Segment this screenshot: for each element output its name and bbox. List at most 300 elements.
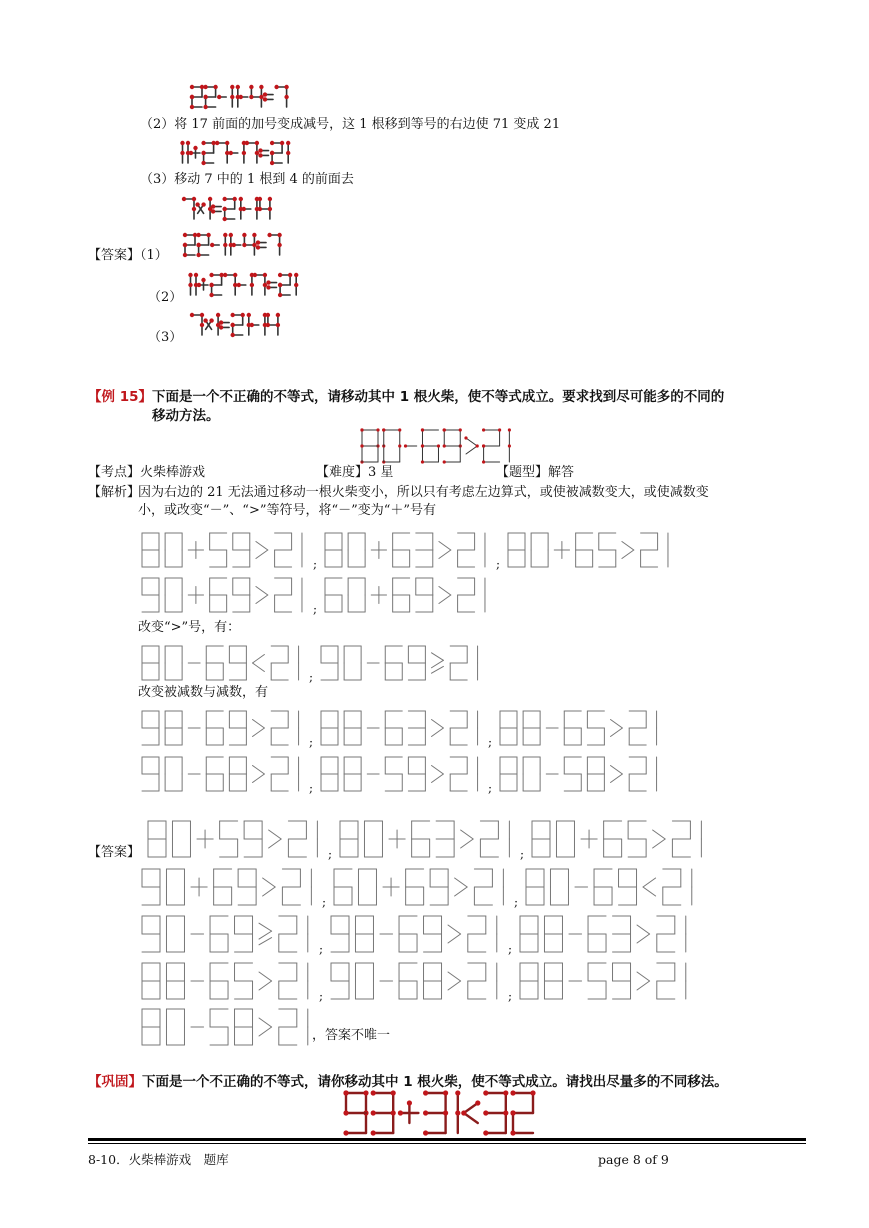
matchstick-head xyxy=(277,243,281,247)
matchstick-head xyxy=(274,85,278,89)
matchstick-head xyxy=(360,444,363,447)
matchstick-head xyxy=(242,151,246,155)
matchstick-head xyxy=(188,273,192,277)
segment-equation xyxy=(329,960,506,1002)
matchstick-head xyxy=(201,141,205,145)
matchstick-head xyxy=(267,233,271,237)
matchstick-head xyxy=(404,444,407,447)
matchstick-head xyxy=(286,151,290,155)
matchstick-head xyxy=(270,151,274,155)
matchstick-head xyxy=(443,1110,448,1115)
matchstick xyxy=(461,830,474,839)
matchstick-head xyxy=(239,197,243,201)
matchstick-head xyxy=(190,95,194,99)
matchstick xyxy=(259,972,272,981)
matchstick-head xyxy=(189,151,193,155)
segment-equation xyxy=(140,1006,317,1048)
segment-equation xyxy=(329,913,506,955)
answer-row-3 xyxy=(140,913,695,955)
matchstick-head xyxy=(180,151,184,155)
segment-equation xyxy=(140,708,307,748)
matchstick-head xyxy=(232,243,236,247)
matchstick-head xyxy=(230,95,234,99)
matchstick xyxy=(263,887,276,896)
matchstick-head xyxy=(223,197,227,201)
matchstick-head xyxy=(286,141,290,145)
matchstick-head xyxy=(398,1110,403,1115)
answer-equation-3 xyxy=(190,312,285,338)
matchstick-head xyxy=(255,141,259,145)
matchstick xyxy=(448,934,461,943)
segment-equation xyxy=(518,960,695,1002)
segment-equation xyxy=(530,818,710,860)
segment-equation xyxy=(140,913,317,955)
matchstick xyxy=(432,766,444,775)
matchstick xyxy=(259,1018,272,1027)
matchstick xyxy=(466,438,477,446)
matchstick-head xyxy=(508,428,511,431)
matchstick-head xyxy=(483,1090,488,1095)
matchstick-head xyxy=(510,1110,515,1115)
matchstick-head xyxy=(459,428,462,431)
separator: ; xyxy=(508,942,513,956)
matchstick-head xyxy=(210,243,214,247)
matchstick-head xyxy=(294,273,298,277)
matchstick-head xyxy=(266,323,270,327)
matchstick-head xyxy=(278,293,282,297)
matchstick xyxy=(263,878,276,887)
example-15-question-line2: 移动方法。 xyxy=(152,408,220,424)
matchstick-head xyxy=(213,85,217,89)
answer-equation-1 xyxy=(183,232,287,258)
matchstick-head xyxy=(256,240,260,244)
matchstick-head xyxy=(259,85,263,89)
segment-equation xyxy=(140,643,307,683)
matchstick xyxy=(637,925,650,934)
segment-equation xyxy=(140,754,307,794)
matchstick-head xyxy=(250,283,254,287)
matchstick-head xyxy=(247,313,251,317)
segment-equation xyxy=(332,866,512,908)
equation-3-top xyxy=(182,196,277,222)
matchstick xyxy=(253,728,265,737)
separator: ; xyxy=(514,895,519,909)
matchstick-head xyxy=(237,283,241,287)
matchstick-head xyxy=(203,105,207,109)
matchstick-head xyxy=(195,202,199,206)
matchstick-head xyxy=(483,1130,488,1135)
change-nums-label: 改变被减数与减数，有 xyxy=(138,685,269,700)
matchstick-head xyxy=(423,1130,428,1135)
answer-number-2: （2） xyxy=(148,290,183,305)
matchstick-head xyxy=(398,444,401,447)
matchstick-head xyxy=(209,283,213,287)
plus-row-1 xyxy=(140,530,677,570)
matchstick-head xyxy=(391,1090,396,1095)
matchstick xyxy=(643,878,656,887)
matchstick-head xyxy=(225,141,229,145)
segment-equation xyxy=(506,530,677,570)
matchstick-head xyxy=(197,283,201,287)
answer-row-4 xyxy=(140,960,695,1002)
matchstick-head xyxy=(259,95,263,99)
matchstick-head xyxy=(530,1090,535,1095)
matchstick xyxy=(611,774,623,783)
matchstick-head xyxy=(268,197,272,201)
matchstick-head xyxy=(371,1110,376,1115)
matchstick-head xyxy=(183,243,187,247)
segment-equation xyxy=(498,754,665,794)
matchstick-head xyxy=(245,141,249,145)
matchstick xyxy=(432,720,444,729)
gonggu-question: 【巩固】下面是一个不正确的不等式，请你移动其中 1 根火柴，使不等式成立。请找出尽量多的不同移法。 xyxy=(88,1074,728,1090)
change-gt-label: 改变“>”号，有： xyxy=(138,620,241,635)
matchstick-head xyxy=(475,1100,480,1105)
matchstick-head xyxy=(200,313,204,317)
analysis-label: 【解析】 xyxy=(88,485,141,500)
matchstick-head xyxy=(423,1110,428,1115)
analysis-line-2: 小，或改变“－”、“>”等符号，将“－”变为“＋”号有 xyxy=(138,503,437,518)
matchstick-head xyxy=(236,85,240,89)
matchstick-head xyxy=(230,85,234,89)
matchstick-head xyxy=(229,233,233,237)
matchstick xyxy=(269,839,282,848)
matchstick-head xyxy=(190,85,194,89)
matchstick-head xyxy=(231,323,235,327)
segment-equation xyxy=(140,960,317,1002)
segment-equation xyxy=(338,818,518,860)
separator: ; xyxy=(319,942,324,956)
matchstick-head xyxy=(503,1090,508,1095)
matchstick xyxy=(253,655,265,664)
matchstick xyxy=(455,878,468,887)
matchstick-head xyxy=(276,313,280,317)
matchstick-head xyxy=(288,273,292,277)
matchstick-head xyxy=(476,444,479,447)
separator: ; xyxy=(322,895,327,909)
matchstick-head xyxy=(455,1090,460,1095)
matchstick-head xyxy=(217,95,221,99)
matchstick-head xyxy=(182,197,186,201)
matchstick xyxy=(637,972,650,981)
matchstick-head xyxy=(382,428,385,431)
matchstick xyxy=(455,887,468,896)
matchstick-head xyxy=(256,245,260,249)
matchstick-head xyxy=(216,313,220,317)
answer-not-unique: ，答案不唯一 xyxy=(312,1028,391,1043)
matchstick-head xyxy=(423,1090,428,1095)
matchstick-head xyxy=(266,285,270,289)
matchstick xyxy=(432,728,444,737)
matchstick-head xyxy=(209,273,213,277)
matchstick xyxy=(439,550,451,559)
matchstick-head xyxy=(249,95,253,99)
matchstick xyxy=(461,839,474,848)
matchstick-head xyxy=(201,151,205,155)
nums-row-2 xyxy=(140,754,665,794)
matchstick-head xyxy=(421,460,424,463)
matchstick-head xyxy=(239,95,243,99)
matchstick-head xyxy=(252,243,256,247)
matchstick-head xyxy=(219,320,223,324)
matchstick-head xyxy=(270,161,274,165)
footer-rule-thin xyxy=(88,1143,806,1144)
matchstick-head xyxy=(223,273,227,277)
matchstick-head xyxy=(284,95,288,99)
separator: ; xyxy=(313,557,318,571)
matchstick xyxy=(622,550,634,559)
matchstick-head xyxy=(193,146,197,150)
matchstick-head xyxy=(343,1130,348,1135)
matchstick xyxy=(253,774,265,783)
matchstick-head xyxy=(263,273,267,277)
matchstick-head xyxy=(263,92,267,96)
separator: ; xyxy=(508,989,513,1003)
matchstick xyxy=(259,938,272,945)
matchstick-head xyxy=(421,428,424,431)
separator: ; xyxy=(309,670,314,684)
answer-row-1 xyxy=(146,818,710,860)
matchstick-head xyxy=(183,253,187,257)
gonggu-equation xyxy=(344,1090,544,1136)
segment-equation xyxy=(140,530,311,570)
answer-number-3: （3） xyxy=(148,330,183,345)
plus-row-2 xyxy=(140,575,494,615)
matchstick-head xyxy=(233,273,237,277)
matchstick-head xyxy=(263,283,267,287)
matchstick-head xyxy=(203,95,207,99)
separator: ; xyxy=(309,781,314,795)
matchstick-head xyxy=(180,141,184,145)
matchstick-head xyxy=(371,1130,376,1135)
matchstick-head xyxy=(249,85,253,89)
separator: ; xyxy=(309,735,314,749)
matchstick-head xyxy=(455,1110,460,1115)
matchstick-head xyxy=(510,1090,515,1095)
matchstick xyxy=(253,720,265,729)
matchstick-head xyxy=(201,202,205,206)
matchstick-head xyxy=(188,283,192,287)
matchstick-head xyxy=(343,1110,348,1115)
separator: ; xyxy=(488,781,493,795)
matchstick xyxy=(269,830,282,839)
matchstick xyxy=(637,981,650,990)
matchstick-head xyxy=(231,313,235,317)
matchstick-head xyxy=(229,151,233,155)
matchstick xyxy=(611,728,623,737)
matchstick-head xyxy=(211,204,215,208)
matchstick-head xyxy=(252,233,256,237)
matchstick-head xyxy=(242,233,246,237)
matchstick-head xyxy=(464,436,467,439)
segment-equation xyxy=(323,575,494,615)
matchstick xyxy=(439,587,451,596)
matchstick xyxy=(611,720,623,729)
matchstick-head xyxy=(215,141,219,145)
matchstick-head xyxy=(183,233,187,237)
matchstick-head xyxy=(192,207,196,211)
matchstick xyxy=(259,931,272,939)
matchstick-head xyxy=(363,1090,368,1095)
matchstick xyxy=(637,934,650,943)
matchstick-head xyxy=(263,97,267,101)
matchstick-head xyxy=(203,85,207,89)
matchstick xyxy=(432,653,444,660)
matchstick-head xyxy=(482,460,485,463)
matchstick-head xyxy=(503,1110,508,1115)
matchstick-head xyxy=(223,243,227,247)
matchstick-head xyxy=(223,217,227,221)
matchstick-head xyxy=(360,428,363,431)
matchstick-head xyxy=(190,313,194,317)
matchstick-head xyxy=(255,151,259,155)
matchstick-head xyxy=(421,444,424,447)
matchstick-head xyxy=(258,207,262,211)
separator: ; xyxy=(488,735,493,749)
segment-equation xyxy=(319,754,486,794)
example-15-equation xyxy=(360,427,518,465)
matchstick-head xyxy=(437,444,440,447)
matchstick-head xyxy=(498,428,501,431)
meta-kaodian: 【考点】火柴棒游戏 xyxy=(88,465,206,480)
equation-1-top xyxy=(190,84,294,110)
matchstick-head xyxy=(270,141,274,145)
matchstick xyxy=(653,839,666,848)
matchstick-head xyxy=(209,318,213,322)
matchstick-head xyxy=(258,153,262,157)
matchstick xyxy=(448,925,461,934)
matchstick-head xyxy=(371,1090,376,1095)
matchstick-head xyxy=(194,273,198,277)
matchstick-head xyxy=(203,318,207,322)
matchstick-head xyxy=(201,278,205,282)
matchstick-head xyxy=(266,280,270,284)
matchstick-head xyxy=(376,428,379,431)
matchstick-head xyxy=(294,283,298,287)
matchstick-head xyxy=(192,197,196,201)
footer-rule-thick xyxy=(88,1138,806,1141)
matchstick-head xyxy=(510,1130,515,1135)
matchstick-head xyxy=(196,233,200,237)
segment-equation xyxy=(146,818,326,860)
matchstick-head xyxy=(398,428,401,431)
matchstick-head xyxy=(284,85,288,89)
matchstick-head xyxy=(278,283,282,287)
matchstick-head xyxy=(211,209,215,213)
separator: ; xyxy=(496,557,501,571)
matchstick-head xyxy=(206,233,210,237)
analysis-line-1: 因为右边的 21 无法通过移动一根火柴变小，所以只有考虑左边算式，或使被减数变大，或使减数变 xyxy=(138,485,709,500)
matchstick-head xyxy=(482,428,485,431)
matchstick xyxy=(439,542,451,551)
matchstick xyxy=(439,595,451,604)
answer-row-2 xyxy=(140,866,701,908)
answer-label-1: 【答案】（1） xyxy=(88,248,168,263)
matchstick xyxy=(256,587,268,596)
matchstick-head xyxy=(482,444,485,447)
matchstick xyxy=(256,542,268,551)
matchstick-head xyxy=(461,1110,466,1115)
matchstick xyxy=(448,981,461,990)
matchstick-head xyxy=(508,444,511,447)
matchstick-head xyxy=(443,444,446,447)
matchstick xyxy=(432,666,444,673)
matchstick-head xyxy=(391,1110,396,1115)
matchstick xyxy=(259,1027,272,1036)
footer-right: page 8 of 9 xyxy=(598,1152,669,1167)
meta-nandu: 【难度】3 星 xyxy=(316,465,394,480)
matchstick-head xyxy=(266,313,270,317)
step-3-text: （3）移动 7 中的 1 根到 4 的前面去 xyxy=(140,172,354,187)
matchstick-head xyxy=(186,141,190,145)
matchstick-head xyxy=(223,207,227,211)
answer-label-15: 【答案】 xyxy=(88,845,141,860)
matchstick-head xyxy=(233,197,237,201)
matchstick-head xyxy=(443,428,446,431)
matchstick-head xyxy=(443,460,446,463)
matchstick-head xyxy=(250,323,254,327)
matchstick-head xyxy=(242,207,246,211)
matchstick xyxy=(653,830,666,839)
matchstick xyxy=(622,542,634,551)
segment-equation xyxy=(518,913,695,955)
answer-equation-2 xyxy=(186,272,303,298)
matchstick-head xyxy=(190,105,194,109)
matchstick-head xyxy=(258,197,262,201)
matchstick-head xyxy=(277,233,281,237)
matchstick xyxy=(466,446,477,454)
nums-row-1 xyxy=(140,708,665,748)
separator: ; xyxy=(520,847,525,861)
segment-equation xyxy=(323,530,494,570)
segment-equation xyxy=(319,708,486,748)
matchstick-head xyxy=(200,323,204,327)
matchstick xyxy=(432,660,444,667)
matchstick xyxy=(256,550,268,559)
matchstick-head xyxy=(258,148,262,152)
meta-tixing: 【题型】解答 xyxy=(496,465,575,480)
equation-2-top xyxy=(178,140,295,166)
matchstick-head xyxy=(343,1090,348,1095)
matchstick xyxy=(611,766,623,775)
matchstick-head xyxy=(276,323,280,327)
matchstick xyxy=(643,887,656,896)
segment-equation xyxy=(140,575,311,615)
segment-equation xyxy=(524,866,701,908)
separator: ; xyxy=(319,989,324,1003)
matchstick-head xyxy=(209,293,213,297)
matchstick-head xyxy=(241,313,245,317)
matchstick-head xyxy=(196,253,200,257)
matchstick-head xyxy=(242,243,246,247)
matchstick xyxy=(448,972,461,981)
matchstick-head xyxy=(483,1110,488,1115)
matchstick-head xyxy=(407,1100,412,1105)
matchstick-head xyxy=(253,273,257,277)
segment-equation xyxy=(498,708,665,748)
matchstick xyxy=(256,595,268,604)
matchstick-head xyxy=(196,243,200,247)
matchstick xyxy=(253,663,265,672)
matchstick-head xyxy=(231,333,235,337)
segment-equation xyxy=(319,643,486,683)
matchstick xyxy=(259,981,272,990)
matchstick-head xyxy=(223,233,227,237)
matchstick-head xyxy=(268,207,272,211)
step-2-text: （2）将 17 前面的加号变成减号，这 1 根移到等号的右边使 71 变成 21 xyxy=(140,117,561,132)
example-15-question: 【例 15】下面是一个不正确的不等式，请移动其中 1 根火柴，使不等式成立。要求找到尽可能多的不同的 xyxy=(88,389,725,405)
separator: ; xyxy=(313,602,318,616)
